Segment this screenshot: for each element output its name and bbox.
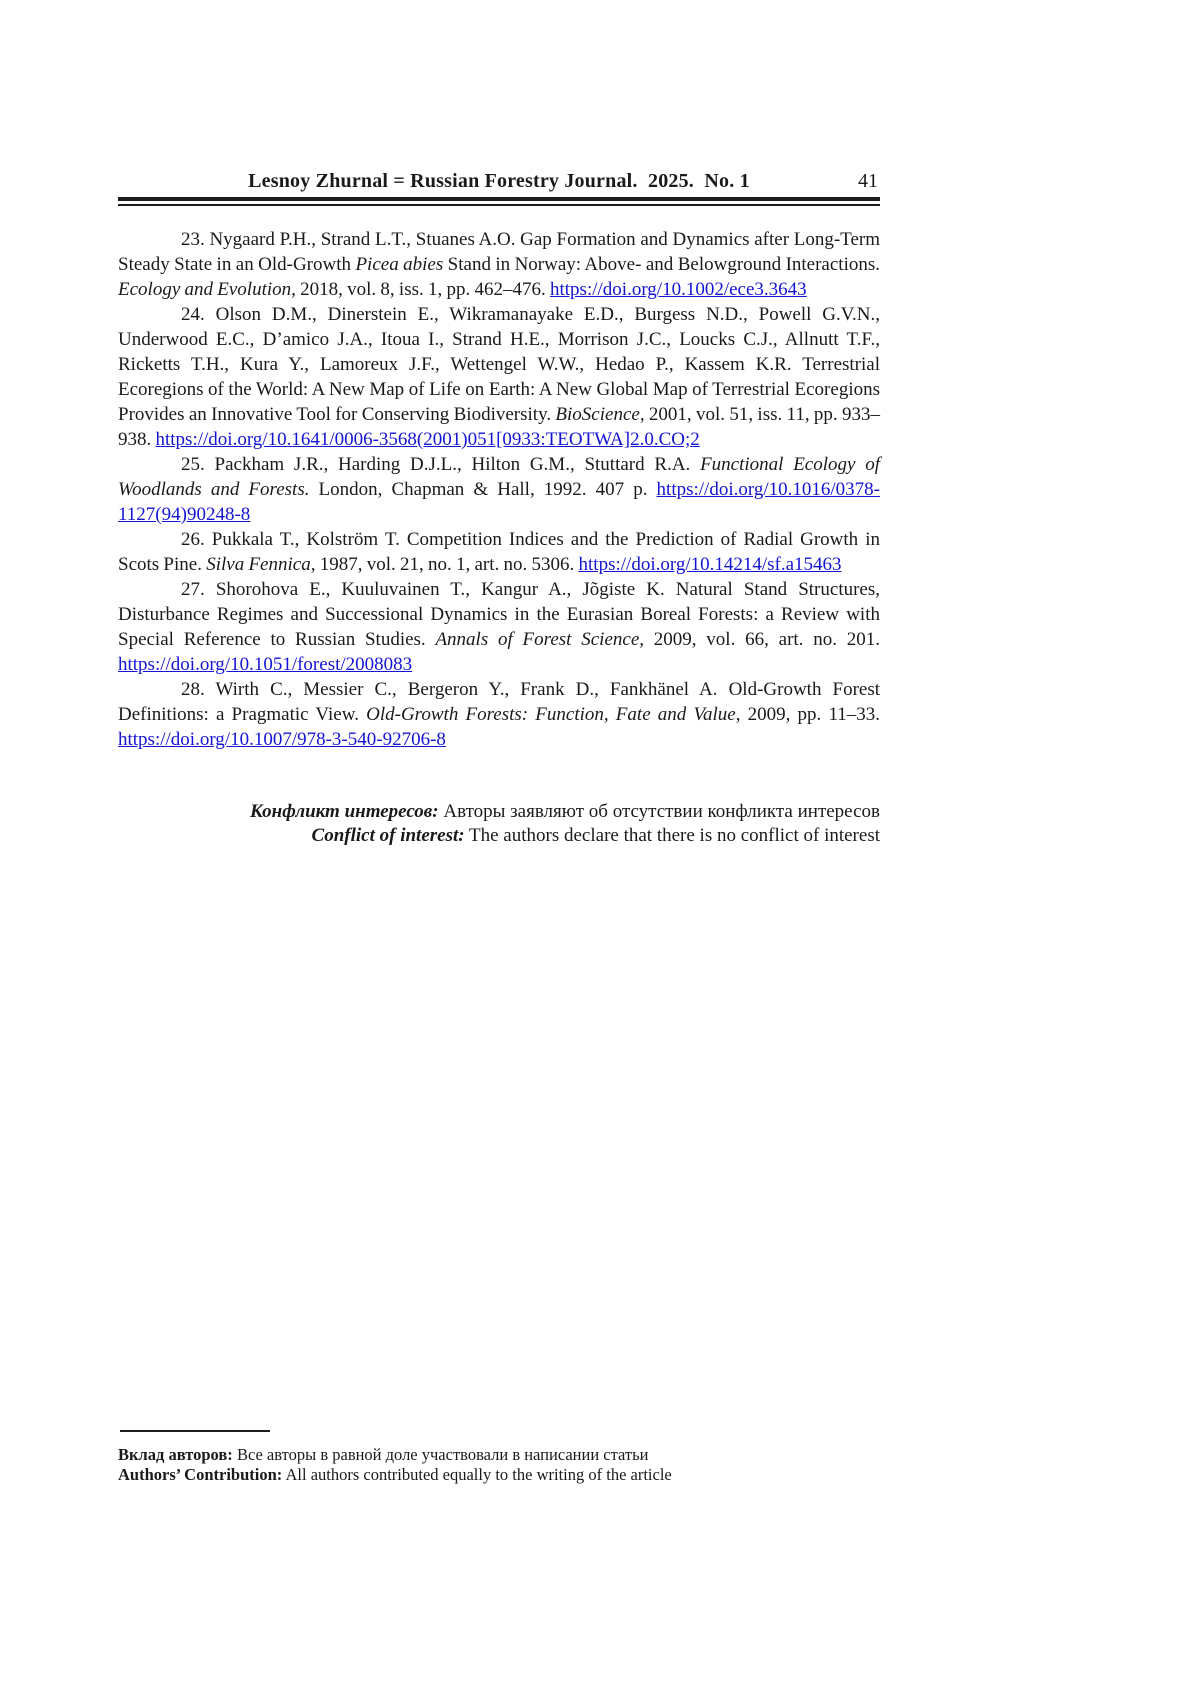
journal-header-title: Lesnoy Zhurnal = Russian Forestry Journal. 2025. No. 1: [248, 170, 750, 192]
doi-link[interactable]: https://doi.org/10.1641/0006-3568(2001)051[0933:TEOTWA]2.0.CO;2: [155, 429, 700, 450]
reference-item: [118, 302, 880, 452]
reference-italic-text: Silva Fennica,: [206, 554, 316, 575]
running-header: [118, 168, 880, 196]
page-number: 41: [858, 170, 878, 192]
header-rule: [118, 197, 880, 206]
contribution-text-ru: Все авторы в равной доле участвовали в написании статьи: [236, 1445, 649, 1464]
conflict-line-ru: [118, 800, 880, 824]
reference-text: 25. Packham J.R., Harding D.J.L., Hilton G.M., Stuttard R.A.: [181, 454, 701, 475]
reference-item: [118, 227, 880, 302]
conflict-text-ru: Авторы заявляют об отсутствии конфликта интересов: [443, 801, 880, 822]
reference-text: 2009, vol. 66, art. no. 201.: [644, 629, 880, 650]
reference-italic-text: Annals of Forest Science,: [435, 629, 644, 650]
reference-italic-text: Picea abies: [355, 254, 444, 275]
conflict-of-interest-block: [118, 800, 880, 848]
reference-item: [118, 452, 880, 527]
reference-italic-text: BioScience: [555, 404, 640, 425]
authors-contribution-block: [118, 1430, 880, 1484]
doi-link[interactable]: https://doi.org/10.1007/978-3-540-92706-8: [118, 729, 446, 750]
reference-text: Stand in Norway: Above- and Belowground Interactions.: [443, 254, 881, 275]
doi-link[interactable]: https://doi.org/10.1051/forest/2008083: [118, 654, 413, 675]
conflict-text-en: The authors declare that there is no conflict of interest: [469, 825, 880, 846]
doi-link[interactable]: https://doi.org/10.1016/0378-1127(94)90248-8: [118, 479, 880, 525]
doi-link[interactable]: https://doi.org/10.14214/sf.a15463: [578, 554, 842, 575]
reference-italic-text: Ecology and Evolution: [118, 279, 292, 300]
doi-link[interactable]: https://doi.org/10.1002/ece3.3643: [550, 279, 807, 300]
contribution-text-en: All authors contributed equally to the writing of the article: [285, 1464, 672, 1484]
reference-text: 27. Shorohova E., Kuuluvainen T., Kangur A., Jõgiste K. Natural Stand Structures, Disturbance Regimes and Successional Dynamics in the Eurasian Boreal Forests: a Review with Special Reference to Russian Studies.: [118, 579, 880, 650]
reference-text: , 2001, vol. 51, iss. 11, pp. 933–938.: [118, 404, 881, 450]
contribution-label-en: Authors’ Contribution:: [118, 1464, 283, 1484]
conflict-label-en: Conflict of interest:: [311, 825, 465, 846]
conflict-line-en: [118, 824, 880, 848]
reference-text: 28. Wirth C., Messier C., Bergeron Y., Frank D., Fankhänel A. Old-Growth Forest Definitions: a Pragmatic View.: [118, 679, 880, 725]
contribution-label-ru: Вклад авторов:: [118, 1445, 233, 1464]
reference-italic-text: Old-Growth Forests: Function, Fate and Value: [366, 704, 736, 725]
contribution-line-ru: [118, 1445, 880, 1465]
references-list: [118, 227, 880, 752]
contribution-line-en: [118, 1465, 880, 1485]
reference-text: , 2009, pp. 11–33.: [735, 704, 881, 725]
reference-text: 23. Nygaard P.H., Strand L.T., Stuanes A.O. Gap Formation and Dynamics after Long-Term Steady State in an Old-Growth: [118, 229, 880, 275]
footnote-rule: [120, 1430, 270, 1432]
reference-text: 1987, vol. 21, no. 1, art. no. 5306.: [315, 554, 579, 575]
reference-text: London, Chapman & Hall, 1992. 407 p.: [309, 479, 657, 500]
reference-item: [118, 527, 880, 577]
reference-italic-text: Functional Ecology of Woodlands and Forests.: [118, 454, 880, 500]
reference-text: 26. Pukkala T., Kolström T. Competition Indices and the Prediction of Radial Growth in Scots Pine.: [118, 529, 880, 575]
reference-text: , 2018, vol. 8, iss. 1, pp. 462–476.: [291, 279, 550, 300]
reference-item: [118, 677, 880, 752]
reference-text: 24. Olson D.M., Dinerstein E., Wikramanayake E.D., Burgess N.D., Powell G.V.N., Underwood E.C., D’amico J.A., Itoua I., Strand H.E., Morrison J.C., Loucks C.J., Allnutt T.F., Ricketts T.H., Kura Y., Lamoreux J.F., Wettengel W.W., Hedao P., Kassem K.R. Terrestrial Ecoregions of the World: A New Map of Life on Earth: A New Global Map of Terrestrial Ecoregions Provides an Innovative Tool for Conserving Biodiversity.: [118, 304, 880, 425]
reference-item: [118, 577, 880, 677]
conflict-label-ru: Конфликт интересов:: [250, 801, 439, 822]
